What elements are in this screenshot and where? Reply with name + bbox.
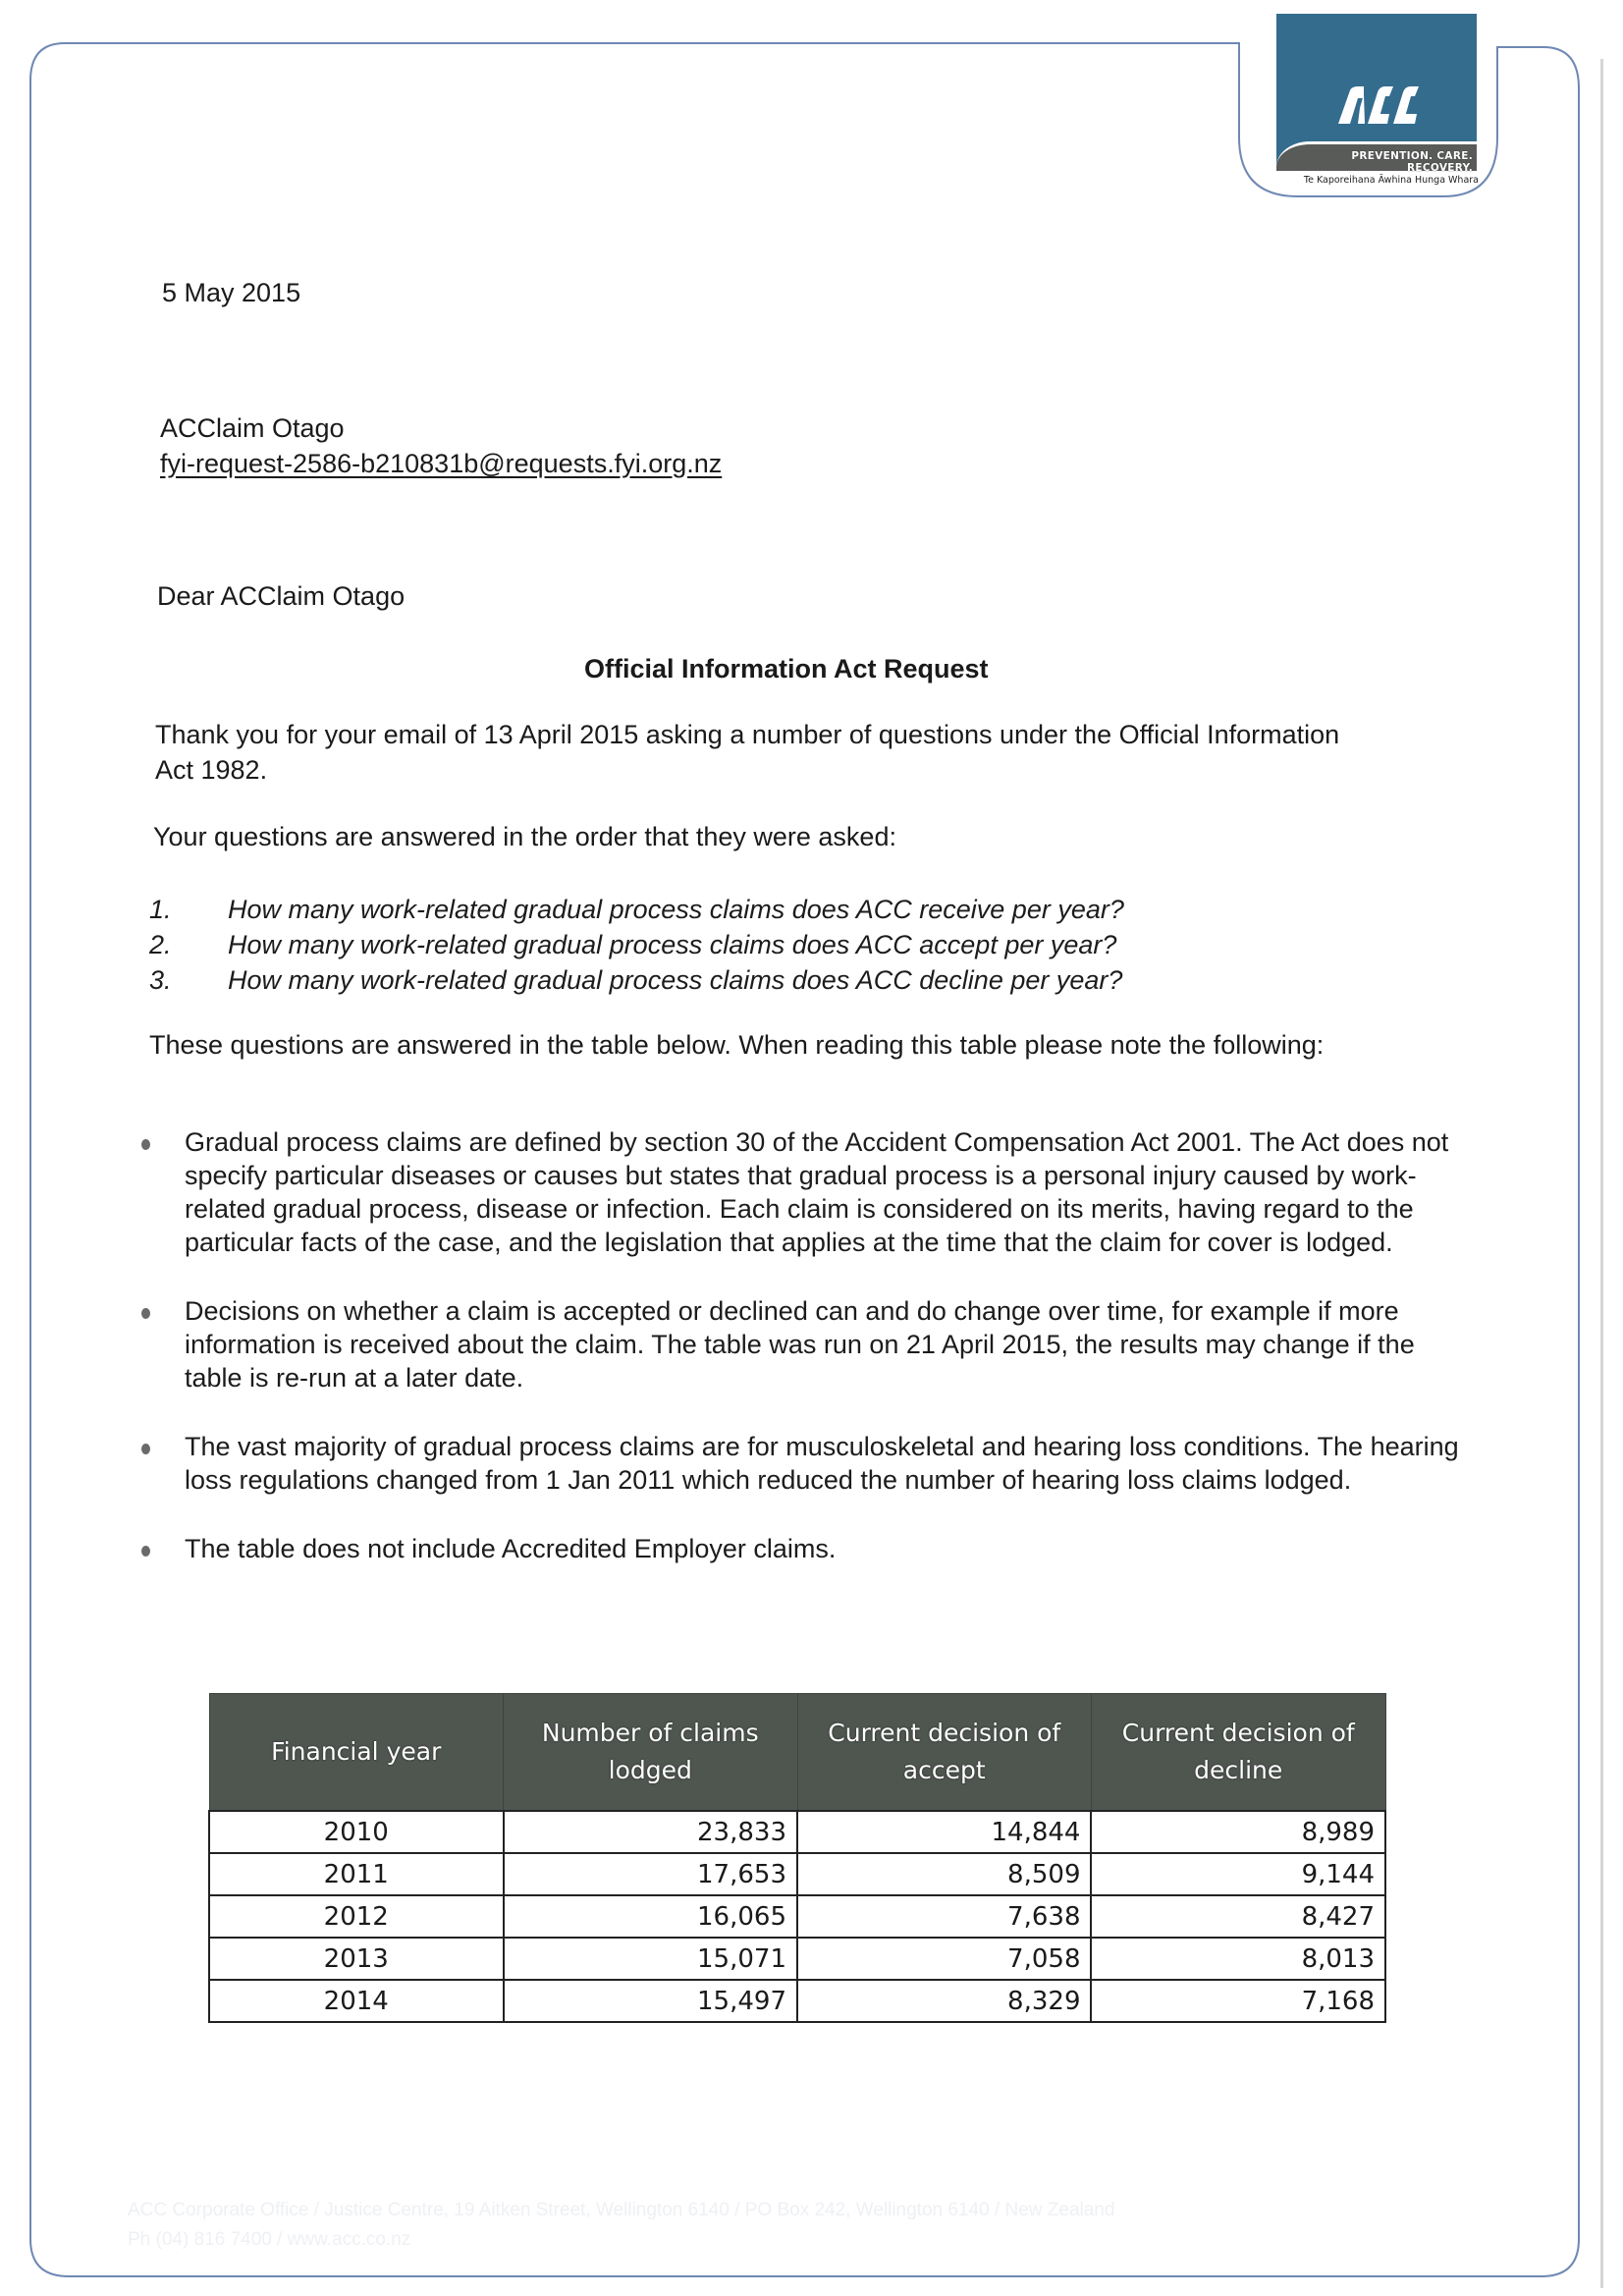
cell-accept: 8,509	[797, 1853, 1091, 1895]
cell-lodged: 16,065	[504, 1895, 797, 1938]
note-item	[128, 1125, 1490, 1259]
question-number: 1.	[149, 895, 172, 924]
question-item	[149, 892, 1367, 927]
cell-decline: 8,989	[1091, 1811, 1385, 1853]
table-header-row	[209, 1694, 1385, 1812]
question-number: 3.	[149, 965, 172, 995]
cell-lodged: 15,071	[504, 1938, 797, 1980]
note-item	[128, 1294, 1473, 1394]
table-intro-paragraph: These questions are answered in the table below. When reading this table please note the following:	[149, 1030, 1325, 1060]
cell-year: 2014	[209, 1980, 504, 2022]
footer-address: ACC Corporate Office / Justice Centre, 19 Aitken Street, Wellington 6140 / PO Box 242, Wellington 6140 / New Zealand	[128, 2200, 1115, 2220]
question-text: How many work-related gradual process claims does ACC decline per year?	[228, 965, 1123, 995]
cell-accept: 7,638	[797, 1895, 1091, 1938]
table-row	[209, 1938, 1385, 1980]
table-row	[209, 1811, 1385, 1853]
cell-decline: 7,168	[1091, 1980, 1385, 2022]
questions-list	[149, 892, 1367, 998]
cell-accept: 7,058	[797, 1938, 1091, 1980]
cell-decline: 9,144	[1091, 1853, 1385, 1895]
note-text: The table does not include Accredited Employer claims.	[185, 1534, 837, 1563]
header-claims-lodged: Number of claims lodged	[504, 1694, 797, 1812]
note-text: Decisions on whether a claim is accepted or declined can and do change over time, for example if more information is received about the claim. The table was run on 21 April 2015, the results may change if the table is re-run at a later date.	[185, 1296, 1415, 1393]
header-financial-year: Financial year	[209, 1694, 504, 1812]
note-text: The vast majority of gradual process claims are for musculoskeletal and hearing loss conditions. The hearing loss regulations changed from 1 Jan 2011 which reduced the number of hearing loss claims lodged.	[185, 1432, 1459, 1495]
cell-year: 2010	[209, 1811, 504, 1853]
table-row	[209, 1980, 1385, 2022]
cell-decline: 8,013	[1091, 1938, 1385, 1980]
note-item	[128, 1430, 1473, 1497]
table-row	[209, 1895, 1385, 1938]
claims-table	[208, 1693, 1386, 2023]
bullet-icon	[141, 1139, 150, 1150]
notes-list	[128, 1125, 1473, 1601]
header-decision-accept: Current decision of accept	[797, 1694, 1091, 1812]
logo-tagline: PREVENTION. CARE. RECOVERY.	[1351, 150, 1473, 174]
cell-lodged: 15,497	[504, 1980, 797, 2022]
bullet-icon	[141, 1308, 150, 1319]
salutation: Dear ACClaim Otago	[157, 581, 406, 611]
table-row	[209, 1853, 1385, 1895]
cell-year: 2013	[209, 1938, 504, 1980]
cell-year: 2011	[209, 1853, 504, 1895]
answered-order-text: Your questions are answered in the order that they were asked:	[153, 822, 896, 851]
cell-lodged: 23,833	[504, 1811, 797, 1853]
logo-maori-name: Te Kaporeihana Āwhina Hunga Whara	[1303, 175, 1479, 186]
question-item	[149, 962, 1367, 998]
cell-decline: 8,427	[1091, 1895, 1385, 1938]
acc-wordmark-icon	[1336, 84, 1421, 126]
question-item	[149, 927, 1367, 962]
cell-accept: 8,329	[797, 1980, 1091, 2022]
recipient-name: ACClaim Otago	[160, 413, 345, 443]
intro-paragraph: Thank you for your email of 13 April 2015 asking a number of questions under the Official Information Act 1982.	[155, 720, 1340, 785]
footer-contact: Ph (04) 816 7400 / www.acc.co.nz	[128, 2229, 411, 2250]
bullet-icon	[141, 1444, 150, 1454]
note-item	[128, 1532, 1473, 1565]
question-text: How many work-related gradual process claims does ACC accept per year?	[228, 930, 1117, 959]
header-decision-decline: Current decision of decline	[1091, 1694, 1385, 1812]
cell-year: 2012	[209, 1895, 504, 1938]
cell-accept: 14,844	[797, 1811, 1091, 1853]
question-number: 2.	[149, 930, 172, 959]
letter-date: 5 May 2015	[162, 278, 301, 307]
letter-subject: Official Information Act Request	[584, 654, 989, 683]
recipient-email-link[interactable]: fyi-request-2586-b210831b@requests.fyi.org.nz	[160, 449, 723, 478]
scan-artifact-line	[1600, 59, 1603, 2288]
bullet-icon	[141, 1546, 150, 1557]
letter-footer	[128, 2196, 1114, 2255]
question-text: How many work-related gradual process claims does ACC receive per year?	[228, 895, 1124, 924]
cell-lodged: 17,653	[504, 1853, 797, 1895]
note-text: Gradual process claims are defined by section 30 of the Accident Compensation Act 2001. The Act does not specify particular diseases or causes but states that gradual process is a personal injury caused by work-related gradual process, disease or infection. Each claim is considered on its merits, having regard to the particular facts of the case, and the legislation that applies at the time that the claim for cover is lodged.	[185, 1127, 1449, 1257]
acc-logo	[1276, 14, 1477, 174]
